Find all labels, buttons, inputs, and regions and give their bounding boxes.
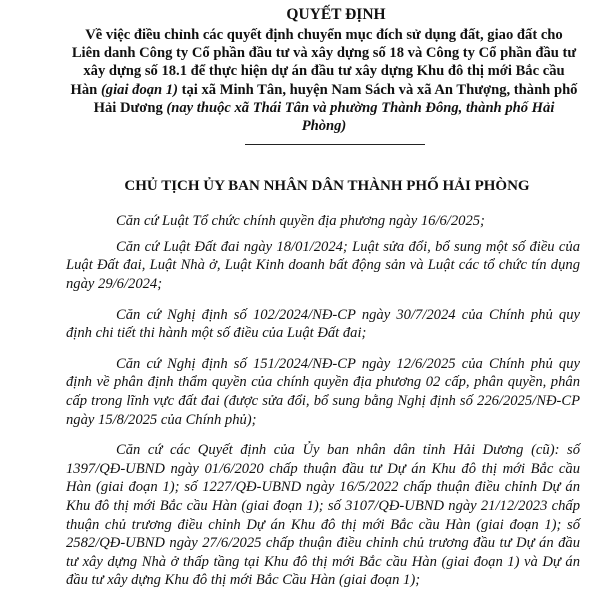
legal-basis-2: Căn cứ Luật Đất đai ngày 18/01/2024; Luật sửa đổi, bổ sung một số điều của Luật Đất đai, Luật Nhà ở, Luật Kinh doanh bất động sản và Luật các tổ chức tín dụng ngày 29/6/2024; [66,238,580,292]
document-subject [66,26,580,135]
subject-italic-1: (giai đoạn 1) [100,81,178,98]
legal-basis-5: Căn cứ các Quyết định của Ủy ban nhân dân tỉnh Hải Dương (cũ): số 1397/QĐ-UBND ngày 01/6/2020 chấp thuận đầu tư Dự án Khu đô thị mới Bắc cầu Hàn (giai đoạn 1); số 1227/QĐ-UBND ngày 16/5/2022 chấp thuận điều chỉnh Dự án Khu đô thị mới Bắc cầu Hàn (giai đoạn 1); số 3107/QĐ-UBND ngày 21/12/2023 chấp thuận chủ trương điều chỉnh Dự án Khu đô thị mới Bắc cầu Hàn (giai đoạn 1); số 2582/QĐ-UBND ngày 27/6/2025 chấp thuận điều chỉnh chủ trương đầu tư Dự án đầu tư xây dựng Nhà ở thấp tầng tại Khu đô thị mới Bắc cầu Hàn (giai đoạn 1) và Dự án đầu tư xây dựng Khu đô thị mới Bắc Cầu Hàn (giai đoạn 1); [66,442,580,589]
title-separator [245,144,425,145]
subject-text-1: Về việc điều chỉnh các quyết định chuyển mục đích sử dụng đất, giao đất cho Liên danh Công ty Cổ phần đầu tư và xây dựng số 18 và Công ty Cổ phần đầu tư xây dựng số 18.1 để thực hiện dự án đầu tư xây dựng Khu đô thị mới Bắc cầu Hàn [70,27,577,98]
subject-italic-2: (nay thuộc xã Thái Tân và phường Thành Đông, thành phố Hải Phòng) [166,99,555,135]
legal-basis-3: Căn cứ Nghị định số 102/2024/NĐ-CP ngày 30/7/2024 của Chính phủ quy định chi tiết thi hành một số điều của Luật Đất đai; [66,306,580,342]
legal-basis-4: Căn cứ Nghị định số 151/2024/NĐ-CP ngày 12/6/2025 của Chính phủ quy định về phân định thẩm quyền của chính quyền địa phương 02 cấp, phân quyền, phân cấp trong lĩnh vực đất đai (được sửa đổi, bổ sung bằng Nghị định số 226/2025/NĐ-CP ngày 15/8/2025 của Chính phủ); [66,355,580,428]
issuing-authority: CHỦ TỊCH ỦY BAN NHÂN DÂN THÀNH PHỐ HẢI PHÒNG [124,178,530,195]
legal-basis-1: Căn cứ Luật Tổ chức chính quyền địa phương ngày 16/6/2025; [116,213,485,230]
document-title: QUYẾT ĐỊNH [286,6,386,23]
subject-text-2: tại xã Minh Tân, huyện Nam Sách và xã An Thượng, thành phố Hải Dương [93,81,578,116]
